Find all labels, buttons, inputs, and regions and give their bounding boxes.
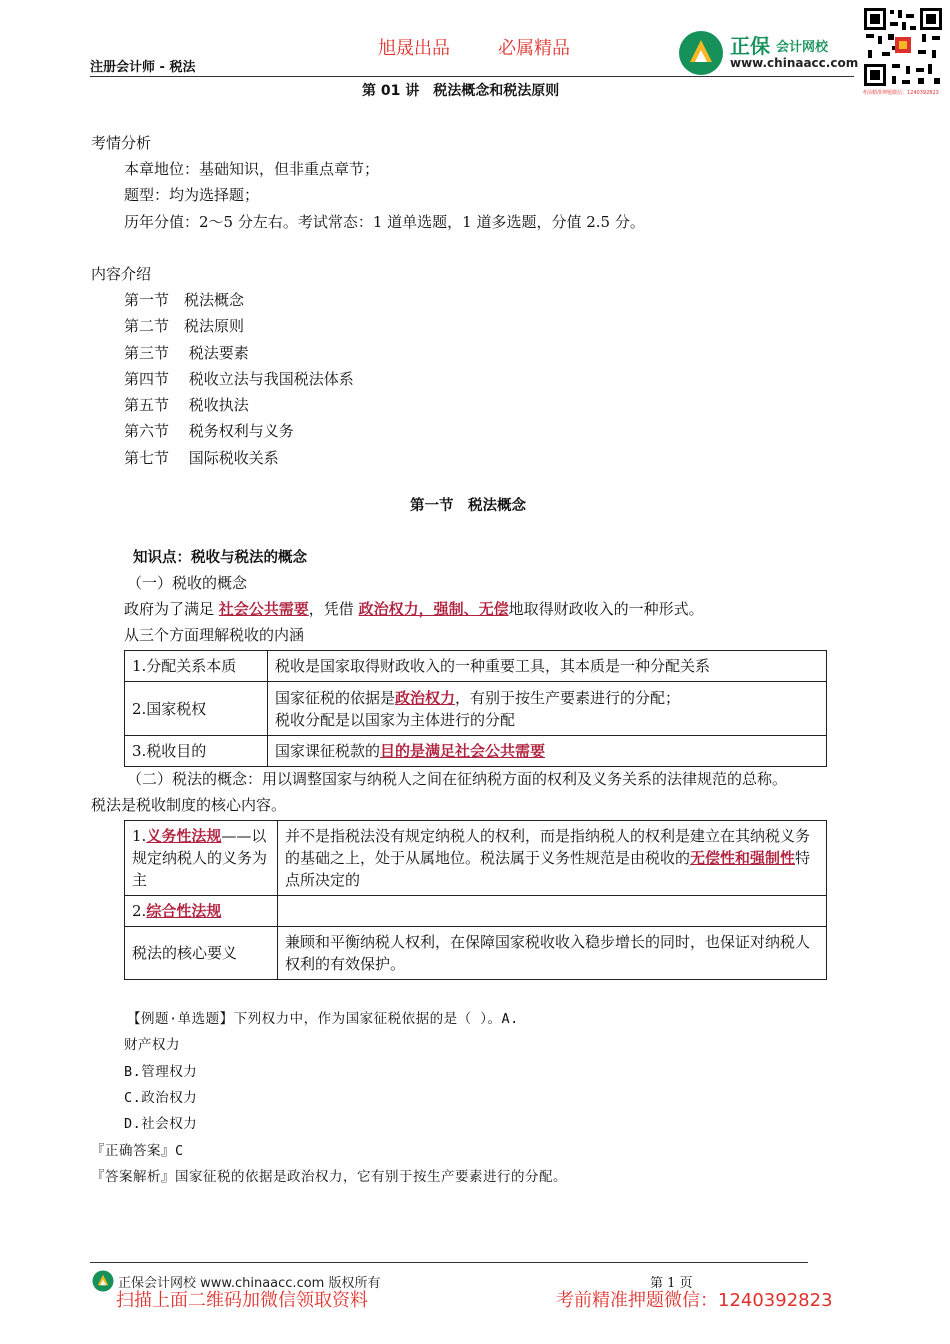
cell-text: 1. xyxy=(132,827,147,845)
analysis-line: 题型：均为选择题； xyxy=(124,186,260,204)
contents-heading: 内容介绍 xyxy=(91,265,152,283)
footer-promo-left: 扫描上面二维码加微信领取资料 xyxy=(116,1290,368,1311)
contents-item: 第二节 税法原则 xyxy=(124,317,245,335)
contents-item: 第三节 税法要素 xyxy=(124,344,249,362)
tax-aspects-table xyxy=(124,650,827,767)
footer-promo-right: 考前精准押题微信：1240392823 xyxy=(556,1290,833,1311)
brand-name: 正保 xyxy=(730,34,770,58)
cell-text: 并不是指税法没有规定纳税人的权利，而是指纳税人的权利是建立在其纳税义务的基础之上，处于从属地位。税法属于义务性规范是由税收的 xyxy=(285,827,811,867)
brand-logo-icon xyxy=(678,30,724,76)
brand-sub: 会计网校 xyxy=(776,40,829,55)
example-question: 【例题·单选题】下列权力中，作为国家征税依据的是（ ）。A. xyxy=(127,1011,519,1027)
tax-law-table xyxy=(124,820,827,980)
cell-mark: 无偿性和强制性 xyxy=(690,849,796,867)
table-cell: 1.分配关系本质 xyxy=(125,651,268,682)
tax-definition-mark: 政治权力，强制、无偿 xyxy=(358,600,509,618)
brand-logo xyxy=(678,28,858,78)
qr-code[interactable] xyxy=(862,6,944,88)
table-cell xyxy=(125,821,278,896)
section-title: 第一节 税法概念 xyxy=(410,498,526,514)
cell-mark: 政治权力 xyxy=(395,688,456,707)
tax-definition-mark: 社会公共需要 xyxy=(218,600,309,618)
table-row xyxy=(125,736,827,767)
example-option-b: B.管理权力 xyxy=(124,1064,198,1080)
analysis-line: 本章地位：基础知识，但非重点章节； xyxy=(124,160,380,178)
tax-definition-suffix: 地取得财政收入的一种形式。 xyxy=(508,600,704,618)
example-option-a: 财产权力 xyxy=(124,1037,180,1053)
cell-text: 特点所决定的 xyxy=(285,849,811,889)
table-row xyxy=(125,682,827,736)
three-aspects-intro: 从三个方面理解税收的内涵 xyxy=(124,626,305,644)
analysis-heading: 考情分析 xyxy=(91,134,152,152)
header-slogan-right: 必属精品 xyxy=(498,38,570,59)
cell-text: ，有别于按生产要素进行的分配； xyxy=(455,688,681,707)
table-cell xyxy=(125,896,278,927)
table-cell: 税法的核心要义 xyxy=(125,927,278,980)
tax-definition xyxy=(124,598,704,619)
table-cell xyxy=(278,821,827,896)
tax-definition-prefix: 政府为了满足 xyxy=(124,600,219,618)
cell-text: 2. xyxy=(132,902,147,920)
cell-mark: 目的是满足社会公共需要 xyxy=(380,742,546,760)
table-cell xyxy=(268,682,827,736)
footer-divider xyxy=(90,1262,808,1263)
footer-page-number: 第 1 页 xyxy=(650,1276,693,1291)
tax-definition-mid: ，凭借 xyxy=(308,600,359,618)
table-row xyxy=(125,927,827,980)
tax-law-definition: （二）税法的概念：用以调整国家与纳税人之间在征纳税方面的权利及义务关系的法律规范的总称。 xyxy=(127,770,788,788)
table-row xyxy=(125,896,827,927)
table-row xyxy=(125,821,827,896)
table-cell xyxy=(268,736,827,767)
example-answer: 『正确答案』C xyxy=(91,1143,184,1159)
analysis-line: 历年分值：2～5 分左右。考试常态：1 道单选题，1 道多选题，分值 2.5 分。 xyxy=(124,213,645,231)
cell-text: 国家征税的依据是 xyxy=(275,688,396,707)
example-analysis: 『答案解析』国家征税的依据是政治权力，它有别于按生产要素进行的分配。 xyxy=(91,1169,567,1185)
cell-mark: 综合性法规 xyxy=(146,902,222,920)
cell-text: ——以规定纳税人的义务为主 xyxy=(132,827,268,889)
qr-note: 考前精准押题微信：1240392823 xyxy=(862,90,939,96)
table-cell: 兼顾和平衡纳税人权利，在保障国家税收收入稳步增长的同时，也保证对纳税人权利的有效保护。 xyxy=(278,927,827,980)
subsection-heading: （一）税收的概念 xyxy=(127,574,248,592)
contents-item: 第四节 税收立法与我国税法体系 xyxy=(124,370,354,388)
table-cell: 3.税收目的 xyxy=(125,736,268,767)
brand-url: www.chinaacc.com xyxy=(730,56,859,70)
cell-mark: 义务性法规 xyxy=(146,827,222,845)
example-option-d: D.社会权力 xyxy=(124,1116,198,1132)
tax-law-definition-cont: 税法是税收制度的核心内容。 xyxy=(91,796,287,814)
header-slogan-left: 旭晟出品 xyxy=(378,38,450,59)
contents-item: 第六节 税务权利与义务 xyxy=(124,422,294,440)
contents-item: 第一节 税法概念 xyxy=(124,291,245,309)
header-course-label: 注册会计师 - 税法 xyxy=(90,60,196,75)
contents-item: 第七节 国际税收关系 xyxy=(124,449,279,467)
example-option-c: C.政治权力 xyxy=(124,1090,198,1106)
cell-text: 税收分配是以国家为主体进行的分配 xyxy=(275,710,516,729)
footer-logo-icon xyxy=(92,1270,114,1292)
lecture-title: 第 01 讲 税法概念和税法原则 xyxy=(362,83,560,99)
contents-item: 第五节 税收执法 xyxy=(124,396,249,414)
footer-copyright: 正保会计网校 www.chinaacc.com 版权所有 xyxy=(118,1276,381,1291)
knowledge-point-title: 知识点：税收与税法的概念 xyxy=(133,550,307,566)
table-row xyxy=(125,651,827,682)
cell-text: 国家课征税款的 xyxy=(275,742,381,760)
table-cell: 2.国家税权 xyxy=(125,682,268,736)
table-cell xyxy=(278,896,827,927)
table-cell: 税收是国家取得财政收入的一种重要工具，其本质是一种分配关系 xyxy=(268,651,827,682)
